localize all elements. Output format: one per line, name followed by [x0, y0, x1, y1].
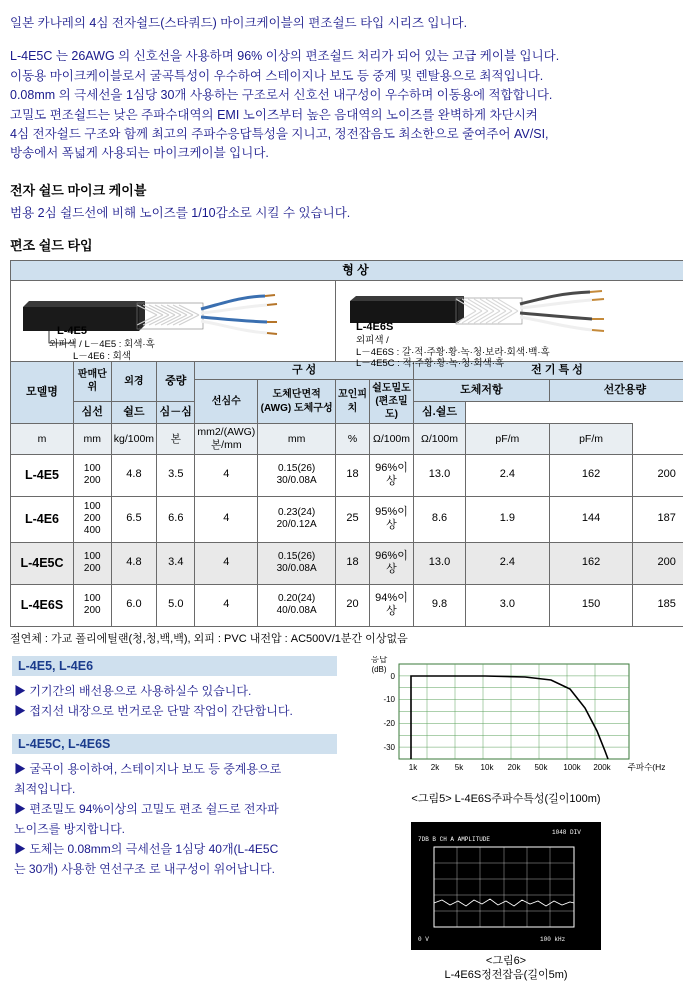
cell-core-count: 4	[195, 496, 258, 542]
header-capacitance: 선간용량	[549, 379, 683, 401]
cable-label-2-line3: L－4E5C : 적·주황·황·녹·청·회색·흑	[356, 358, 505, 370]
shape-header-cell: 형 상	[11, 260, 683, 280]
cell-outer-dia: 4.8	[111, 542, 157, 584]
cell-twist-pitch: 20	[336, 584, 370, 626]
table-row-images	[11, 280, 683, 361]
cell-cap-core: 162	[549, 542, 633, 584]
table-row	[11, 584, 683, 626]
frequency-chart-svg	[365, 656, 665, 791]
svg-text:(dB): (dB)	[371, 664, 387, 674]
svg-text:100k: 100k	[563, 762, 581, 772]
intro-line-5: 4심 전자쉴드 구조와 함께 최고의 주파수응답특성을 지니고, 정전잡음도 최소한으로 줄여주어 AV/SI,	[10, 126, 549, 141]
header-core-shield: 심.쉴드	[414, 402, 466, 424]
unit-cap-core: pF/m	[466, 424, 550, 454]
cell-shield-density: 95%이상	[370, 496, 414, 542]
cell-conductor-area: 0.20(24) 40/0.08A	[258, 584, 336, 626]
cell-res-shield: 1.9	[466, 496, 550, 542]
svg-text:7DB B CH A AMPLITUDE: 7DB B CH A AMPLITUDE	[418, 835, 491, 843]
bottom-section	[8, 656, 675, 986]
cell-outer-dia: 6.0	[111, 584, 157, 626]
section-title-2: 편조 쉴드 타입	[10, 237, 93, 253]
frequency-response-chart	[365, 656, 665, 786]
header-outer-dia	[111, 361, 157, 401]
bullet-item: ▶ 도체는 0.08mm의 극세선을 1심당 40개(L-4E5C	[14, 841, 279, 856]
bullet-item: ▶ 기기간의 배선용으로 사용하실수 있습니다.	[14, 683, 252, 698]
cell-res-shield: 3.0	[466, 584, 550, 626]
cell-res-core: 9.8	[414, 584, 466, 626]
cell-conductor-area: 0.15(26) 30/0.08A	[258, 454, 336, 496]
header-twist-pitch-label: 꼬인피치	[338, 389, 367, 414]
figure5-caption: <그림5> L-4E6S주파수특성(길이100m)	[411, 792, 601, 805]
header-conductor-area	[258, 379, 336, 424]
header-sale-unit-label: 판매단위	[77, 369, 107, 394]
intro-line-6: 방송에서 폭넓게 사용되는 마이크케이블 입니다.	[10, 146, 269, 161]
cable-name-2: L-4E6S	[356, 320, 394, 333]
cable-label-1	[49, 339, 155, 363]
unit-shield-density: %	[336, 424, 370, 454]
cell-weight: 5.0	[157, 584, 195, 626]
cable-label-1-line1: 외피색 / L－4E5 : 회색·흑	[49, 338, 155, 350]
svg-text:1048 DIV: 1048 DIV	[552, 828, 581, 836]
intro-line-3: 0.08mm 의 극세선을 1심당 30개 사용하는 구조로서 신호선 내구성이 우수하며 이동용에 적합합니다.	[10, 88, 553, 103]
intro-line-4: 고밀도 편조쉴드는 낮은 주파수대역의 EMI 노이즈부터 높은 음대역의 노이즈를 완벽하게 차단시켜	[10, 107, 538, 122]
cell-model: L-4E5C	[11, 542, 74, 584]
bullet-item: ▶ 접지선 내장으로 번거로운 단말 작업이 간단합니다.	[14, 703, 293, 718]
header-conductor-area-label: 도체단면적 (AWG) 도체구성	[260, 389, 333, 414]
svg-text:10k: 10k	[480, 762, 494, 772]
cell-weight: 6.6	[157, 496, 195, 542]
unit-twist-pitch: mm	[258, 424, 336, 454]
header-shield-density-label: 쉴도밀도 (편조밀도)	[372, 382, 411, 421]
figure6-caption-line1: <그림6>	[485, 954, 527, 967]
bullet-item: 는 30개) 사용한 연선구조 로 내구성이 위어납니다.	[14, 861, 275, 876]
group-title-1: L-4E5, L-4E6	[12, 656, 337, 676]
cell-conductor-area: 0.15(26) 30/0.08A	[258, 542, 336, 584]
cell-outer-dia: 6.5	[111, 496, 157, 542]
intro-line-1: L-4E5C 는 26AWG 의 신호선을 사용하며 96% 이상의 편조쉴드 처리가 되어 있는 고급 케이블 입니다.	[10, 49, 560, 64]
oscilloscope-image	[411, 822, 601, 950]
unit-core-count: 본	[157, 424, 195, 454]
table-row-shape-header	[11, 260, 683, 280]
svg-text:2k: 2k	[430, 762, 440, 772]
table-row	[11, 496, 683, 542]
cell-core-count: 4	[195, 584, 258, 626]
header-outer-dia-label: 외경	[124, 375, 144, 387]
header-electric: 전 기 특 성	[414, 361, 683, 379]
unit-weight: kg/100m	[111, 424, 157, 454]
cell-cap-core: 150	[549, 584, 633, 626]
section-subtitle: 범용 2심 쉴드선에 비해 노이즈를 1/10감소로 시킬 수 있습니다.	[10, 205, 351, 220]
header-core-count	[195, 379, 258, 424]
svg-text:0 V: 0 V	[418, 935, 429, 943]
svg-text:-20: -20	[383, 718, 395, 728]
cell-outer-dia: 4.8	[111, 454, 157, 496]
header-shield-density	[370, 379, 414, 424]
cell-cap-shield: 200	[633, 542, 683, 584]
header-core-line: 심선	[74, 402, 112, 424]
unit-res-core: Ω/100m	[370, 424, 414, 454]
group-bullets-1	[14, 682, 337, 720]
bullet-item: ▶ 굴곡이 용이하여, 스테이지나 보도 등 중계용으로	[14, 761, 282, 776]
spec-table	[10, 260, 683, 627]
unit-sale: m	[11, 424, 74, 454]
cable-label-2-line2: L－4E6S : 갈·적·주황·황·녹·청·보라·회색·백·흑	[356, 346, 550, 358]
cell-twist-pitch: 25	[336, 496, 370, 542]
cell-core-count: 4	[195, 454, 258, 496]
cell-twist-pitch: 18	[336, 454, 370, 496]
table-row	[11, 542, 683, 584]
cell-shield-density: 94%이상	[370, 584, 414, 626]
cable-name-1: L-4E5	[57, 324, 87, 337]
svg-text:50k: 50k	[534, 762, 548, 772]
unit-res-shield: Ω/100m	[414, 424, 466, 454]
bottom-left-column	[12, 656, 337, 892]
svg-text:5k: 5k	[454, 762, 464, 772]
intro-paragraph-1: 일본 카나레의 4심 전자쉴드(스타쿼드) 마이크케이블의 편조쉴드 타입 시리즈 입니다.	[10, 16, 468, 30]
unit-cap-shield: pF/m	[549, 424, 633, 454]
cell-weight: 3.5	[157, 454, 195, 496]
svg-text:200k: 200k	[593, 762, 611, 772]
unit-outer-dia: mm	[74, 424, 112, 454]
cell-sale-unit: 100 200	[74, 584, 112, 626]
table-header-row-1	[11, 361, 683, 379]
svg-text:20k: 20k	[507, 762, 521, 772]
cell-cap-core: 144	[549, 496, 633, 542]
cell-core-count: 4	[195, 542, 258, 584]
header-weight: 중량	[157, 361, 195, 401]
figure6-caption	[345, 954, 667, 983]
cell-res-core: 8.6	[414, 496, 466, 542]
cable-label-1-line2: L－4E6 : 회색	[73, 350, 131, 362]
cell-res-shield: 2.4	[466, 454, 550, 496]
cable-label-2-line1: 외피색 /	[356, 334, 389, 346]
cell-sale-unit: 100 200 400	[74, 496, 112, 542]
header-compose: 구 성	[195, 361, 414, 379]
cell-weight: 3.4	[157, 542, 195, 584]
bullet-item: ▶ 편조밀도 94%이상의 고밀도 편조 쉴드로 전자파	[14, 801, 279, 816]
cell-shield-density: 96%이상	[370, 542, 414, 584]
scope-svg	[412, 823, 600, 949]
header-conductor-res: 도체저항	[414, 379, 550, 401]
cell-model: L-4E6	[11, 496, 74, 542]
table-row	[11, 454, 683, 496]
cell-sale-unit: 100 200	[74, 542, 112, 584]
svg-text:100 kHz: 100 kHz	[540, 935, 566, 943]
cable-label-2	[356, 335, 550, 371]
cell-cap-shield: 187	[633, 496, 683, 542]
svg-text:0: 0	[390, 671, 395, 681]
bottom-right-column	[345, 656, 667, 983]
cell-twist-pitch: 18	[336, 542, 370, 584]
cable-image-cell-1	[11, 280, 336, 361]
intro-line-2: 이동용 마이크케이블로서 굴곡특성이 우수하여 스테이지나 보도 등 중계 및 렌탈용으로 최적입니다.	[10, 68, 544, 83]
cell-model: L-4E6S	[11, 584, 74, 626]
table-unit-row	[11, 424, 683, 454]
header-core-count-label: 선심수	[211, 396, 241, 407]
cell-sale-unit: 100 200	[74, 454, 112, 496]
group-bullets-2	[14, 760, 337, 878]
cell-cap-shield: 200	[633, 454, 683, 496]
table-footnote: 절연체 : 가교 폴리에틸랜(청,청,백,백), 외피 : PVC 내전압 : AC500V/1분간 이상없음	[10, 632, 408, 645]
cell-model: L-4E5	[11, 454, 74, 496]
header-model: 모델명	[11, 361, 74, 424]
header-shield: 쉴드	[111, 402, 157, 424]
cell-conductor-area: 0.23(24) 20/0.12A	[258, 496, 336, 542]
intro-text	[10, 14, 675, 164]
svg-text:-10: -10	[383, 694, 395, 704]
svg-text:-30: -30	[383, 742, 395, 752]
svg-text:응답: 응답	[370, 655, 388, 664]
figure6-caption-line2: L-4E6S정전잡음(길이5m)	[444, 968, 568, 981]
header-sale-unit	[74, 361, 112, 401]
header-twist-pitch	[336, 379, 370, 424]
intro-paragraph-2	[10, 47, 675, 163]
unit-conductor-area: mm2/(AWG) 본/mm	[195, 424, 258, 454]
section-title: 전자 쉴드 마이크 케이블	[10, 182, 147, 198]
cell-res-core: 13.0	[414, 454, 466, 496]
group-title-2: L-4E5C, L-4E6S	[12, 734, 337, 754]
bullet-item: 노이즈를 방지합니다.	[14, 821, 125, 836]
svg-text:1k: 1k	[408, 762, 418, 772]
cable-drawing-1	[13, 283, 333, 362]
cell-shield-density: 96%이상	[370, 454, 414, 496]
cell-res-shield: 2.4	[466, 542, 550, 584]
header-core-core: 심－심	[157, 402, 195, 424]
cell-cap-shield: 185	[633, 584, 683, 626]
svg-text:주파수(Hz): 주파수(Hz)	[627, 761, 665, 772]
cell-res-core: 13.0	[414, 542, 466, 584]
bullet-item: 최적입니다.	[14, 781, 76, 796]
cell-cap-core: 162	[549, 454, 633, 496]
